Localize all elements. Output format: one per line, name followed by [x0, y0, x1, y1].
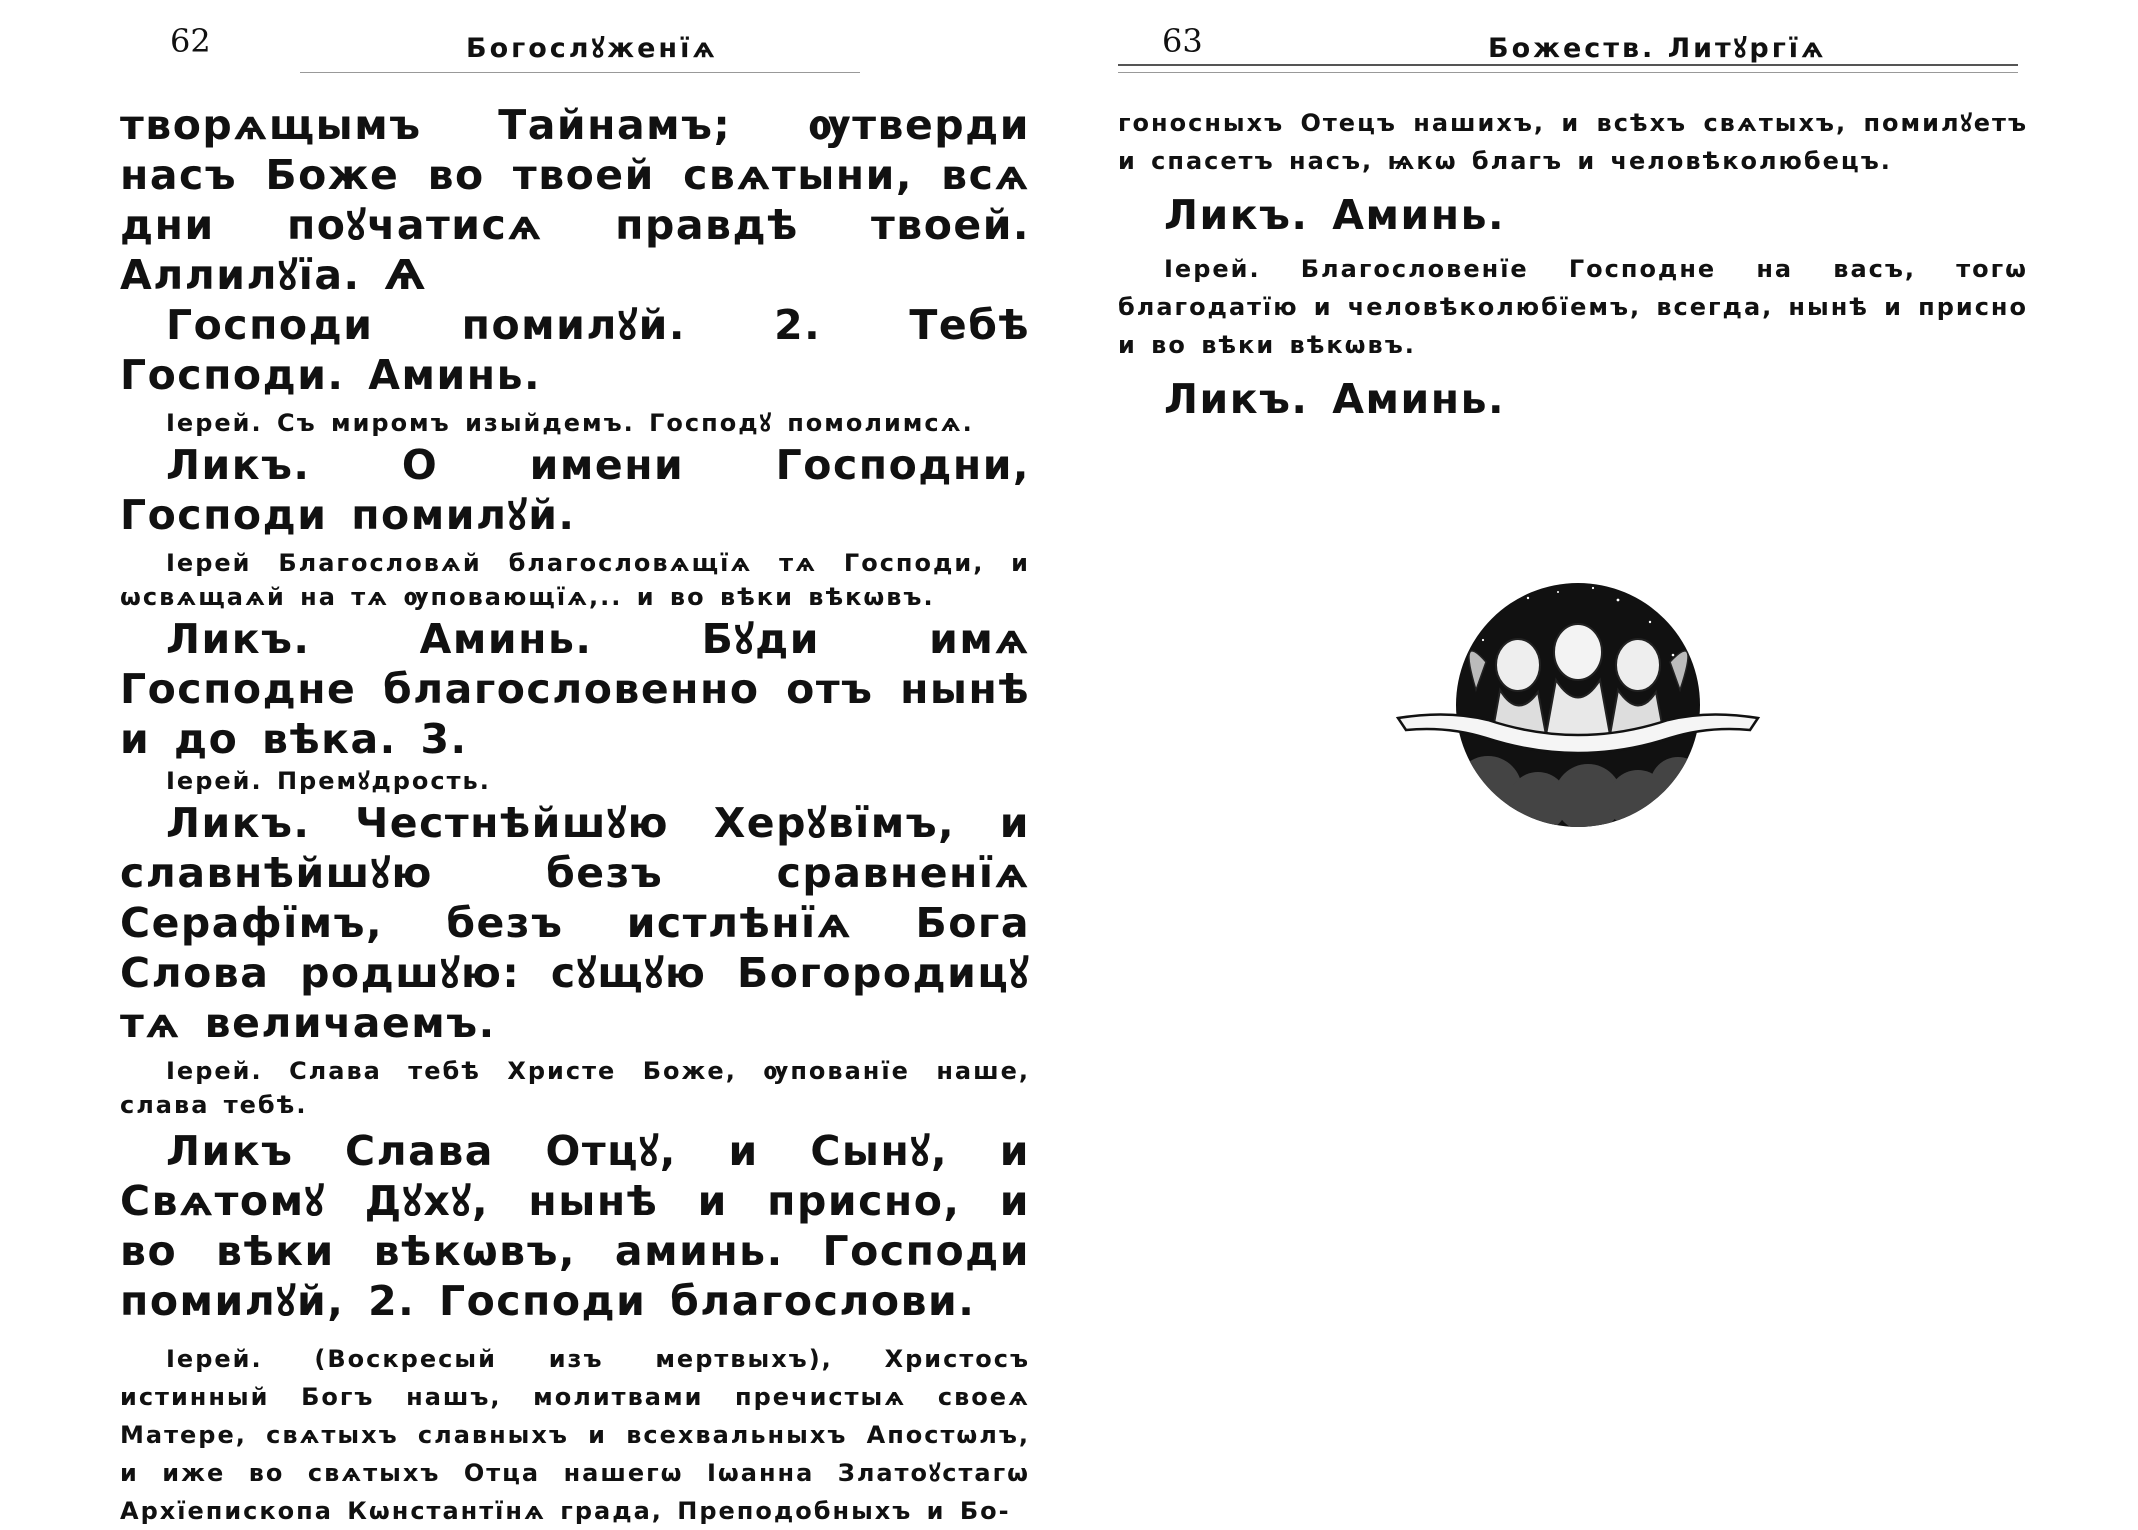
left-body-text: [120, 100, 1030, 1530]
choir-paragraph: творѧщымъ Тайнамъ; ѹтверди насъ Боже во твоей свѧтыни, всѧ дни поꙋчатисѧ правдѣ твоей. Аллилꙋїа. Ѧ: [120, 101, 1030, 299]
choir-paragraph: Ликъ. Честнѣйшꙋю Херꙋвїмъ, и славнѣйшꙋю безъ сравненїѧ Серафїмъ, безъ истлѣнїѧ Бога Слова родшꙋю: сꙋщꙋю Богородицꙋ тѧ величаемъ.: [120, 799, 1030, 1047]
priest-paragraph: Іерей. Премꙋдрость.: [166, 767, 491, 795]
left-running-head: [120, 20, 1030, 70]
priest-paragraph: Іерей. Слава тебѣ Христе Боже, ѹпованїе наше, слава тебѣ.: [120, 1057, 1030, 1119]
choir-paragraph: Ликъ. О имени Господни, Господи помилꙋй.: [120, 441, 1030, 539]
choir-paragraph: Господи помилꙋй. 2. Тебѣ Господи. Аминь.: [120, 301, 1030, 399]
left-page: [120, 0, 1030, 1525]
choir-paragraph: Ликъ. Аминь. Бꙋди имѧ Господне благословенно отъ нынѣ и до вѣка. 3.: [120, 615, 1030, 763]
priest-paragraph-continued: гоносныхъ Отецъ нашихъ, и всѣхъ свѧтыхъ, помилꙋетъ и спасетъ насъ, ѩкѡ благъ и человѣколюбецъ.: [1118, 109, 2028, 175]
right-running-head: [1118, 20, 2028, 70]
choir-paragraph: Ликъ. Аминь.: [1164, 375, 1506, 423]
left-page-number: 62: [170, 22, 211, 60]
left-head-rule: [300, 72, 860, 73]
right-page-number: 63: [1162, 22, 1203, 60]
choir-paragraph: Ликъ Слава Отцꙋ, и Сынꙋ, и Свѧтомꙋ Дꙋхꙋ, нынѣ и присно, и во вѣки вѣкѡвъ, аминь. Господи помилꙋй, 2. Господи благослови.: [120, 1127, 1030, 1325]
right-page: [1118, 0, 2028, 1500]
right-body-text: [1118, 104, 2028, 424]
left-running-title: Богослꙋженїѧ: [466, 33, 718, 64]
priest-paragraph: Іерей. Благословенїе Господне на васъ, тогѡ благодатїю и человѣколюбїемъ, всегда, нынѣ и присно и во вѣки вѣкѡвъ.: [1118, 255, 2028, 359]
priest-paragraph: Іерей. (Воскресый изъ мертвыхъ), Христосъ истинный Богъ нашъ, молитвами пречистыѧ своеѧ Матере, свѧтыхъ славныхъ и всехвальныхъ Апостѡлъ, и иже во свѧтыхъ Отца нашегѡ Іѡанна Златоꙋстагѡ Архїепископа Кѡнстантїнѧ града, Преподобныхъ и Бо-: [120, 1345, 1030, 1525]
angels-vignette-illustration: [1388, 570, 1768, 830]
choir-paragraph: Ликъ. Аминь.: [1164, 191, 1506, 239]
priest-paragraph: Іерей Благословѧй благословѧщїѧ тѧ Господи, и ѡсвѧщаѧй на тѧ ѹповающїѧ,.. и во вѣки вѣкѡвъ.: [120, 549, 1030, 611]
right-head-rule-thin: [1118, 72, 2018, 73]
right-head-rule: [1118, 64, 2018, 66]
right-running-title: Божеств. Литꙋргїѧ: [1488, 33, 1827, 64]
priest-paragraph: Іерей. Съ миромъ изыйдемъ. Господꙋ помолимсѧ.: [166, 409, 974, 437]
